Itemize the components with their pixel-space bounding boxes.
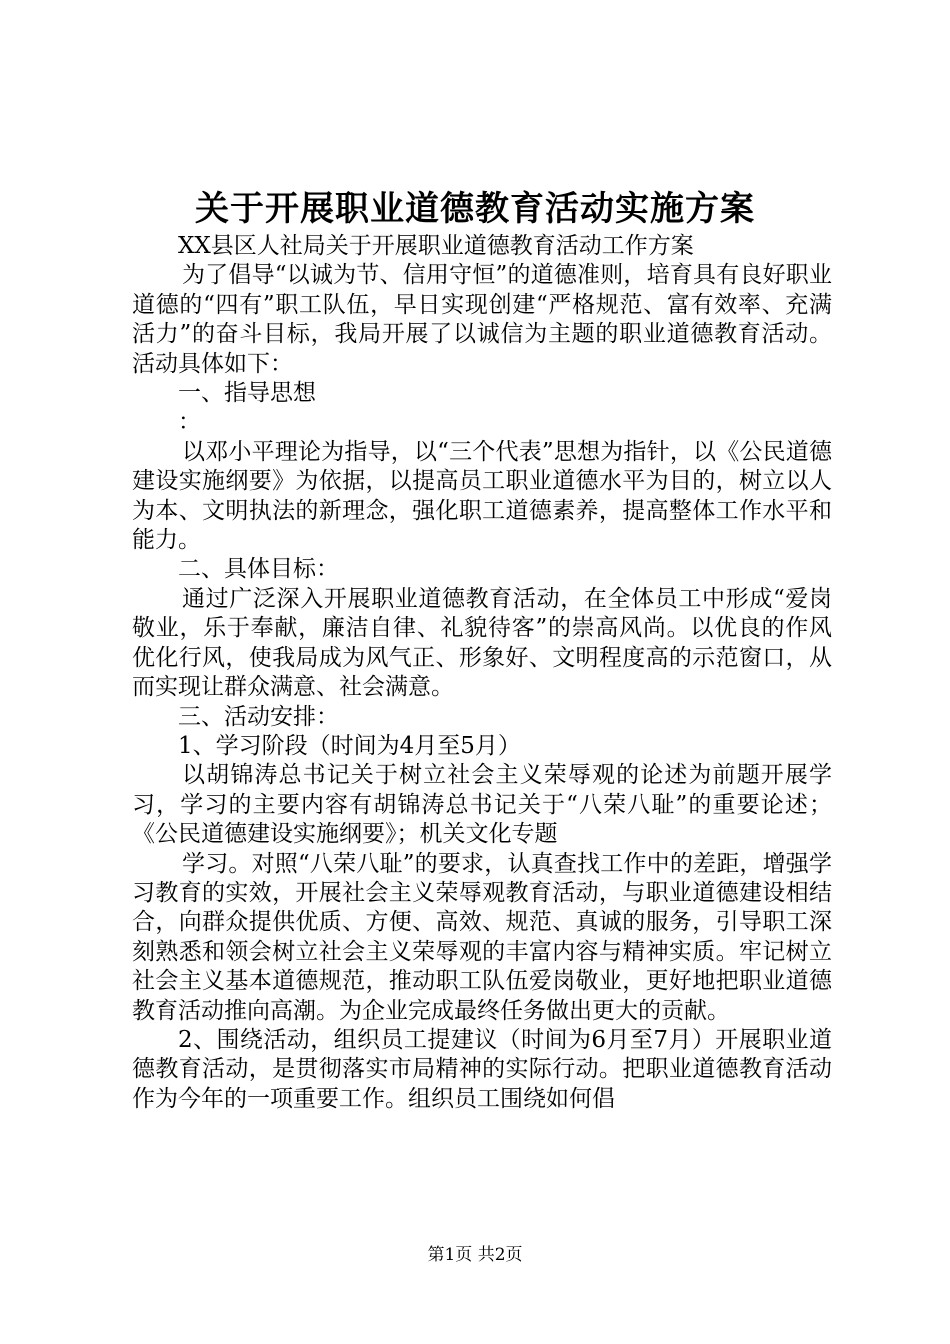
heading-activity-arrangement: 三、活动安排： xyxy=(178,703,339,730)
paragraph-study-content: 以胡锦涛总书记关于树立社会主义荣辱观的论述为前题开展学习，学习的主要内容有胡锦涛总书记关于“八荣八耻”的重要论述；《公民道德建设实施纲要》；机关文化专题 xyxy=(132,762,832,848)
paragraph-intro: 为了倡导“以诚为节、信用守恒”的道德准则，培育具有良好职业道德的“四有”职工队伍，早日实现创建“严格规范、富有效率、充满活力”的奋斗目标，我局开展了以诚信为主题的职业道德教育活动。活动具体如下： xyxy=(132,262,832,377)
document-body xyxy=(132,232,832,1114)
heading-study-phase: 1、学习阶段（时间为4月至5月） xyxy=(178,732,521,759)
paragraph-colon: ： xyxy=(178,409,201,436)
paragraph-specific-goals: 通过广泛深入开展职业道德教育活动，在全体员工中形成“爱岗敬业，乐于奉献，廉洁自律、礼貌待客”的崇高风尚。以优良的作风优化行风，使我局成为风气正、形象好、文明程度高的示范窗口，从而实现让群众满意、社会满意。 xyxy=(132,585,832,701)
paragraph-guiding-thought: 以邓小平理论为指导，以“三个代表”思想为指针，以《公民道德建设实施纲要》为依据，以提高员工职业道德水平为目的，树立以人为本、文明执法的新理念，强化职工道德素养，提高整体工作水平和能力。 xyxy=(132,438,832,554)
paragraph-subtitle: XX县区人社局关于开展职业道德教育活动工作方案 xyxy=(178,233,694,259)
paragraph-study-details: 学习。对照“八荣八耻”的要求，认真查找工作中的差距，增强学习教育的实效，开展社会主义荣辱观教育活动，与职业道德建设相结合，向群众提供优质、方便、高效、规范、真诚的服务，引导职工深刻熟悉和领会树立社会主义荣辱观的丰富内容与精神实质。牢记树立社会主义基本道德规范，推动职工队伍爱岗敬业，更好地把职业道德教育活动推向高潮。为企业完成最终任务做出更大的贡献。 xyxy=(132,850,832,1024)
page-footer: 第1页 共2页 xyxy=(427,1245,523,1265)
heading-guiding-thought: 一、指导思想 xyxy=(178,380,316,407)
document-title: 关于开展职业道德教育活动实施方案 xyxy=(195,189,755,229)
heading-specific-goals: 二、具体目标： xyxy=(178,556,339,583)
paragraph-suggestions-phase: 2、围绕活动，组织员工提建议（时间为6月至7月）开展职业道德教育活动，是贯彻落实市局精神的实际行动。把职业道德教育活动作为今年的一项重要工作。组织员工围绕如何倡 xyxy=(132,1026,832,1112)
